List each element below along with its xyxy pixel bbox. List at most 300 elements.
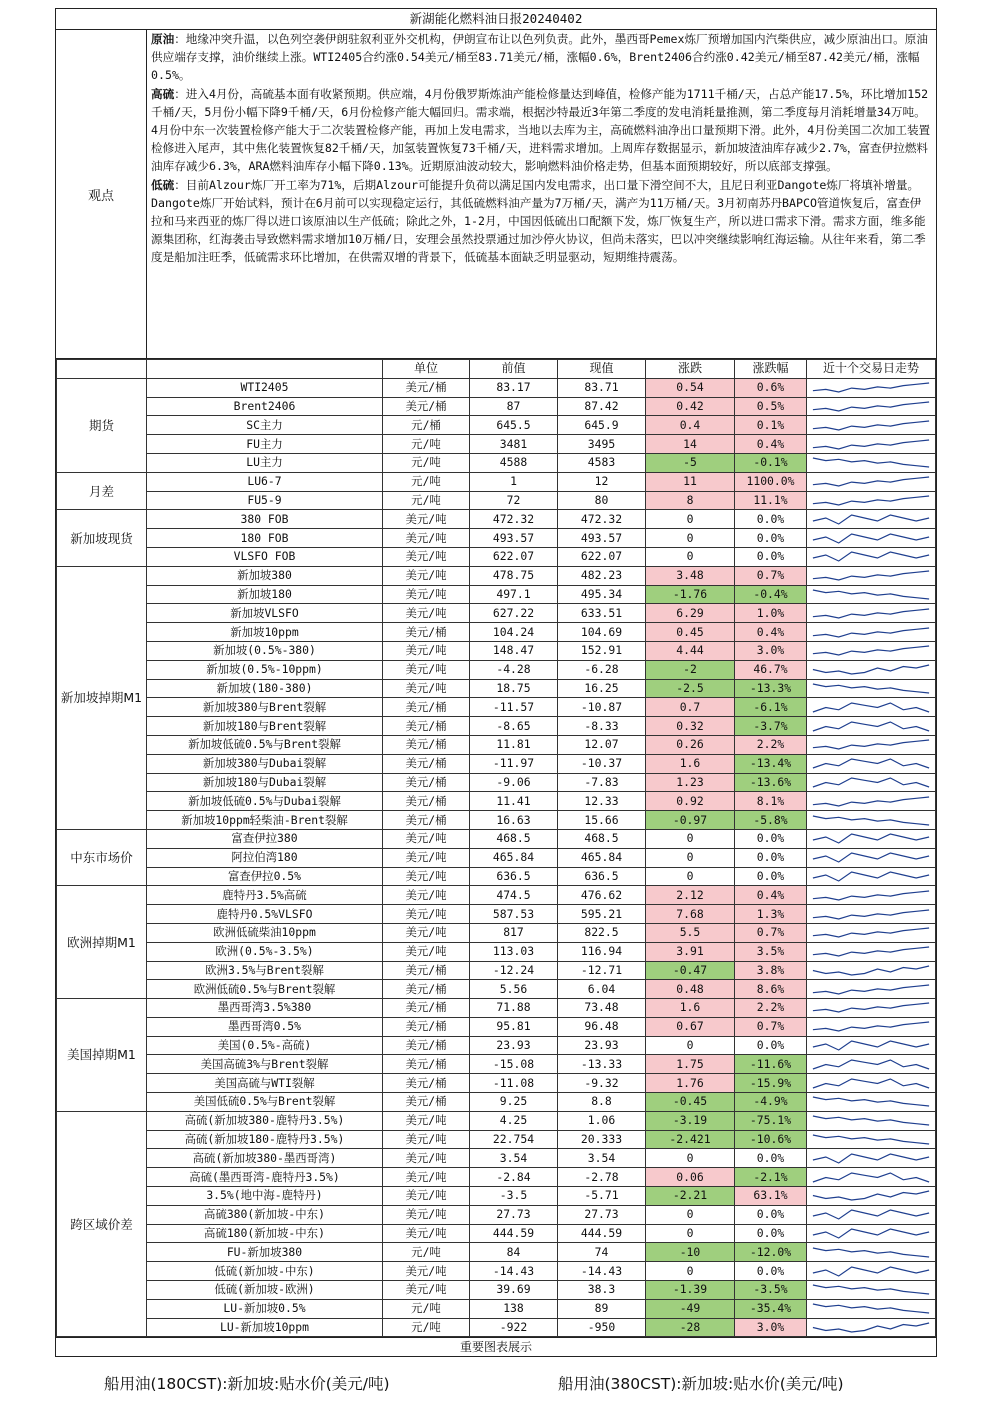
row-unit: 美元/吨	[383, 848, 470, 867]
row-name: 高硫(新加坡180-鹿特丹3.5%)	[147, 1130, 383, 1149]
row-prev: 11.41	[470, 792, 558, 811]
row-curr: 116.94	[558, 942, 646, 961]
row-pct: 8.6%	[735, 980, 807, 999]
row-name: 欧洲低硫柴油10ppm	[147, 923, 383, 942]
row-pct: -10.6%	[735, 1130, 807, 1149]
row-change: -2.5	[646, 679, 735, 698]
row-unit: 美元/吨	[383, 510, 470, 529]
row-name: 新加坡180与Dubai裂解	[147, 773, 383, 792]
row-curr: 27.73	[558, 1205, 646, 1224]
row-prev: -15.08	[470, 1055, 558, 1074]
row-unit: 美元/桶	[383, 999, 470, 1018]
trend-sparkline	[807, 1243, 936, 1262]
row-change: 0.42	[646, 397, 735, 416]
row-prev: 95.81	[470, 1017, 558, 1036]
row-pct: -12.0%	[735, 1243, 807, 1262]
row-name: 新加坡180与Brent裂解	[147, 717, 383, 736]
row-unit: 美元/桶	[383, 1017, 470, 1036]
row-change: 0	[646, 547, 735, 566]
row-curr: 472.32	[558, 510, 646, 529]
table-row	[57, 1205, 936, 1224]
table-header-row	[57, 360, 936, 379]
row-change: 0	[646, 867, 735, 886]
row-unit: 美元/桶	[383, 1055, 470, 1074]
row-pct: 63.1%	[735, 1187, 807, 1206]
row-prev: 478.75	[470, 566, 558, 585]
row-name: 新加坡VLSFO	[147, 604, 383, 623]
row-prev: 493.57	[470, 529, 558, 548]
price-table	[56, 359, 936, 1337]
row-unit: 美元/吨	[383, 566, 470, 585]
row-name: 欧洲(0.5%-3.5%)	[147, 942, 383, 961]
trend-sparkline	[807, 585, 936, 604]
row-change: -10	[646, 1243, 735, 1262]
row-pct: 0.4%	[735, 623, 807, 642]
row-curr: 80	[558, 491, 646, 510]
charts-section-title: 重要图表展示	[56, 1337, 936, 1356]
trend-sparkline	[807, 848, 936, 867]
trend-sparkline	[807, 773, 936, 792]
row-change: -2.21	[646, 1187, 735, 1206]
row-prev: 474.5	[470, 886, 558, 905]
header-category	[57, 360, 147, 379]
trend-sparkline	[807, 1093, 936, 1112]
row-pct: -6.1%	[735, 698, 807, 717]
row-change: -2	[646, 660, 735, 679]
trend-sparkline	[807, 1017, 936, 1036]
trend-sparkline	[807, 1318, 936, 1337]
trend-sparkline	[807, 829, 936, 848]
table-row	[57, 867, 936, 886]
row-pct: -0.4%	[735, 585, 807, 604]
row-name: FU5-9	[147, 491, 383, 510]
table-body	[57, 378, 936, 1337]
row-prev: 39.69	[470, 1281, 558, 1300]
header-change: 涨跌	[646, 360, 735, 379]
table-row	[57, 1262, 936, 1281]
row-name: SC主力	[147, 416, 383, 435]
row-name: 欧洲3.5%与Brent裂解	[147, 961, 383, 980]
row-pct: -3.5%	[735, 1281, 807, 1300]
row-prev: -12.24	[470, 961, 558, 980]
table-row	[57, 1187, 936, 1206]
row-name: 阿拉伯湾180	[147, 848, 383, 867]
row-curr: -5.71	[558, 1187, 646, 1206]
row-prev: -9.06	[470, 773, 558, 792]
row-prev: 27.73	[470, 1205, 558, 1224]
row-prev: 83.17	[470, 378, 558, 397]
row-prev: 5.56	[470, 980, 558, 999]
table-row	[57, 585, 936, 604]
row-pct: 0.0%	[735, 547, 807, 566]
row-change: -5	[646, 453, 735, 472]
row-name: 新加坡180	[147, 585, 383, 604]
high-sulfur-text: ：进入4月份，高硫基本面有收紧预期。供应端，4月份俄罗斯炼油产能检修量达到峰值，检修产能为1711千桶/天，占总产能17.5%，环比增加152千桶/天，5月份小幅下降9千桶/天，6月份检修产能大幅回归。需求端，根据沙特最近3年第二季度的发电消耗量推测，第二季度每月消耗增量34万吨。4月份中东一次装置检修产能大于二次装置检修产能，再加上发电需求，当地以去库为主，高硫燃料油净出口量预期下滑。此外，4月份美国二次加工装置检修进入尾声，其中焦化装置恢复82千桶/天，加氢装置恢复73千桶/天，进料需求增加。上周库存数据显示，新加坡渣油库存减少2.7%，富查伊拉燃料油库存减少6.3%，ARA燃料油库存小幅下降0.13%。近期原油波动较大，影响燃料油价格走势，但基本面预期较好，所以底部支撑强。	[151, 86, 931, 174]
table-row	[57, 529, 936, 548]
table-row	[57, 698, 936, 717]
report-title: 新湖能化燃料油日报20240402	[56, 9, 936, 30]
trend-sparkline	[807, 698, 936, 717]
view-label: 观点	[56, 30, 147, 358]
row-name: 新加坡380与Brent裂解	[147, 698, 383, 717]
trend-sparkline	[807, 811, 936, 830]
row-unit: 美元/吨	[383, 942, 470, 961]
row-name: 新加坡低硫0.5%与Dubai裂解	[147, 792, 383, 811]
row-curr: 636.5	[558, 867, 646, 886]
row-change: 0.54	[646, 378, 735, 397]
table-row	[57, 1318, 936, 1337]
row-prev: 23.93	[470, 1036, 558, 1055]
row-change: 0.06	[646, 1168, 735, 1187]
row-prev: 444.59	[470, 1224, 558, 1243]
view-section	[56, 30, 936, 359]
header-prev: 前值	[470, 360, 558, 379]
row-change: 0	[646, 510, 735, 529]
row-curr: 83.71	[558, 378, 646, 397]
row-curr: 493.57	[558, 529, 646, 548]
row-change: 0	[646, 1262, 735, 1281]
row-unit: 美元/桶	[383, 792, 470, 811]
row-pct: 0.0%	[735, 510, 807, 529]
table-row	[57, 472, 936, 491]
row-change: -0.47	[646, 961, 735, 980]
row-unit: 美元/吨	[383, 1262, 470, 1281]
table-row	[57, 566, 936, 585]
row-name: Brent2406	[147, 397, 383, 416]
category-cell: 新加坡现货	[57, 510, 147, 566]
row-change: 6.29	[646, 604, 735, 623]
row-unit: 美元/吨	[383, 1224, 470, 1243]
row-curr: -12.71	[558, 961, 646, 980]
header-name	[147, 360, 383, 379]
row-name: LU-新加坡0.5%	[147, 1299, 383, 1318]
row-unit: 美元/吨	[383, 1130, 470, 1149]
row-prev: -14.43	[470, 1262, 558, 1281]
row-unit: 美元/桶	[383, 961, 470, 980]
trend-sparkline	[807, 980, 936, 999]
row-pct: 2.2%	[735, 735, 807, 754]
row-curr: 152.91	[558, 641, 646, 660]
row-curr: 23.93	[558, 1036, 646, 1055]
trend-sparkline	[807, 547, 936, 566]
row-pct: 0.5%	[735, 397, 807, 416]
row-change: 0.92	[646, 792, 735, 811]
row-curr: 12.07	[558, 735, 646, 754]
row-change: 0.32	[646, 717, 735, 736]
table-row	[57, 1055, 936, 1074]
row-name: 新加坡(0.5%-380)	[147, 641, 383, 660]
row-prev: 1	[470, 472, 558, 491]
trend-sparkline	[807, 378, 936, 397]
row-prev: 587.53	[470, 905, 558, 924]
row-change: 1.6	[646, 999, 735, 1018]
row-prev: 71.88	[470, 999, 558, 1018]
table-row	[57, 792, 936, 811]
high-sulfur-heading: 高硫	[151, 86, 175, 101]
trend-sparkline	[807, 679, 936, 698]
trend-sparkline	[807, 660, 936, 679]
row-unit: 美元/吨	[383, 1205, 470, 1224]
row-change: 0	[646, 1205, 735, 1224]
row-unit: 美元/吨	[383, 1149, 470, 1168]
row-curr: 476.62	[558, 886, 646, 905]
report-sheet	[55, 8, 937, 1357]
row-name: VLSFO FOB	[147, 547, 383, 566]
row-curr: 8.8	[558, 1093, 646, 1112]
row-curr: -8.33	[558, 717, 646, 736]
table-row	[57, 1243, 936, 1262]
row-pct: 3.8%	[735, 961, 807, 980]
row-change: 0	[646, 1149, 735, 1168]
table-row	[57, 641, 936, 660]
crude-text: ：地缘冲突升温，以色列空袭伊朗驻叙利亚外交机构，伊朗宣布让以色列负责。此外，墨西哥Pemex炼厂预增加国内汽柴供应，减少原油出口。原油供应端存支撑，油价继续上涨。WTI2405合约涨0.54美元/桶至83.71美元/桶，涨幅0.6%，Brent2406合约涨0.42美元/桶至87.42美元/桶，涨幅0.5%。	[151, 32, 928, 83]
table-row	[57, 1130, 936, 1149]
category-cell: 欧洲掉期M1	[57, 886, 147, 999]
row-prev: 645.5	[470, 416, 558, 435]
row-curr: 468.5	[558, 829, 646, 848]
row-curr: -13.33	[558, 1055, 646, 1074]
row-unit: 美元/桶	[383, 773, 470, 792]
row-curr: -10.87	[558, 698, 646, 717]
row-unit: 美元/桶	[383, 811, 470, 830]
row-pct: 0.0%	[735, 1205, 807, 1224]
trend-sparkline	[807, 1168, 936, 1187]
row-prev: -2.84	[470, 1168, 558, 1187]
trend-sparkline	[807, 1074, 936, 1093]
row-prev: 3.54	[470, 1149, 558, 1168]
trend-sparkline	[807, 1149, 936, 1168]
row-curr: 622.07	[558, 547, 646, 566]
row-prev: 817	[470, 923, 558, 942]
table-row	[57, 829, 936, 848]
row-pct: 0.0%	[735, 1149, 807, 1168]
row-unit: 元/吨	[383, 472, 470, 491]
row-prev: 468.5	[470, 829, 558, 848]
row-name: LU6-7	[147, 472, 383, 491]
row-change: 1.76	[646, 1074, 735, 1093]
trend-sparkline	[807, 529, 936, 548]
row-curr: -14.43	[558, 1262, 646, 1281]
row-pct: 0.0%	[735, 867, 807, 886]
row-curr: -2.78	[558, 1168, 646, 1187]
row-curr: 20.333	[558, 1130, 646, 1149]
row-name: 高硫(新加坡380-鹿特丹3.5%)	[147, 1111, 383, 1130]
chart-title-180cst: 船用油(180CST):新加坡:贴水价(美元/吨)	[104, 1375, 390, 1393]
row-pct: 11.1%	[735, 491, 807, 510]
row-change: 5.5	[646, 923, 735, 942]
row-curr: 1.06	[558, 1111, 646, 1130]
category-cell: 期货	[57, 378, 147, 472]
row-name: 高硫180(新加坡-中东)	[147, 1224, 383, 1243]
table-row	[57, 1168, 936, 1187]
row-curr: 16.25	[558, 679, 646, 698]
row-pct: 8.1%	[735, 792, 807, 811]
row-name: 180 FOB	[147, 529, 383, 548]
row-name: 美国高硫与WTI裂解	[147, 1074, 383, 1093]
row-prev: 627.22	[470, 604, 558, 623]
table-row	[57, 942, 936, 961]
row-name: LU-新加坡10ppm	[147, 1318, 383, 1337]
table-row	[57, 679, 936, 698]
row-unit: 美元/吨	[383, 641, 470, 660]
trend-sparkline	[807, 566, 936, 585]
row-unit: 元/吨	[383, 453, 470, 472]
category-cell: 中东市场价	[57, 829, 147, 885]
row-name: 欧洲低硫0.5%与Brent裂解	[147, 980, 383, 999]
row-change: -3.19	[646, 1111, 735, 1130]
row-pct: 3.5%	[735, 942, 807, 961]
row-curr: 822.5	[558, 923, 646, 942]
trend-sparkline	[807, 1036, 936, 1055]
table-row	[57, 1036, 936, 1055]
row-pct: 1.3%	[735, 905, 807, 924]
table-row	[57, 1149, 936, 1168]
low-sulfur-heading: 低硫	[151, 177, 175, 192]
row-pct: -13.3%	[735, 679, 807, 698]
row-prev: 87	[470, 397, 558, 416]
row-name: 鹿特丹3.5%高硫	[147, 886, 383, 905]
row-name: 富查伊拉380	[147, 829, 383, 848]
row-pct: -0.1%	[735, 453, 807, 472]
row-unit: 美元/吨	[383, 905, 470, 924]
trend-sparkline	[807, 1262, 936, 1281]
row-pct: 0.0%	[735, 1036, 807, 1055]
row-change: 0	[646, 1036, 735, 1055]
row-change: 0.4	[646, 416, 735, 435]
trend-sparkline	[807, 435, 936, 454]
row-name: 低硫(新加坡-中东)	[147, 1262, 383, 1281]
row-pct: 1100.0%	[735, 472, 807, 491]
row-change: -2.421	[646, 1130, 735, 1149]
trend-sparkline	[807, 942, 936, 961]
row-name: 高硫(新加坡380-墨西哥湾)	[147, 1149, 383, 1168]
table-row	[57, 1093, 936, 1112]
row-unit: 美元/桶	[383, 623, 470, 642]
row-name: 富查伊拉0.5%	[147, 867, 383, 886]
row-name: FU主力	[147, 435, 383, 454]
row-prev: -3.5	[470, 1187, 558, 1206]
row-prev: 18.75	[470, 679, 558, 698]
row-prev: -11.57	[470, 698, 558, 717]
row-name: 380 FOB	[147, 510, 383, 529]
row-name: 新加坡380	[147, 566, 383, 585]
trend-sparkline	[807, 717, 936, 736]
row-curr: 38.3	[558, 1281, 646, 1300]
row-name: 新加坡(0.5%-10ppm)	[147, 660, 383, 679]
row-change: 0	[646, 848, 735, 867]
table-row	[57, 604, 936, 623]
trend-sparkline	[807, 510, 936, 529]
row-pct: 0.7%	[735, 566, 807, 585]
table-row	[57, 773, 936, 792]
row-curr: 74	[558, 1243, 646, 1262]
table-row	[57, 999, 936, 1018]
row-unit: 美元/吨	[383, 867, 470, 886]
trend-sparkline	[807, 905, 936, 924]
row-curr: 645.9	[558, 416, 646, 435]
table-row	[57, 416, 936, 435]
row-change: 0.26	[646, 735, 735, 754]
row-curr: 73.48	[558, 999, 646, 1018]
row-prev: 636.5	[470, 867, 558, 886]
row-name: 高硫380(新加坡-中东)	[147, 1205, 383, 1224]
row-change: -1.39	[646, 1281, 735, 1300]
trend-sparkline	[807, 453, 936, 472]
table-row	[57, 1299, 936, 1318]
row-curr: 482.23	[558, 566, 646, 585]
row-change: -28	[646, 1318, 735, 1337]
row-pct: 0.7%	[735, 1017, 807, 1036]
row-unit: 美元/吨	[383, 529, 470, 548]
row-prev: 497.1	[470, 585, 558, 604]
trend-sparkline	[807, 1130, 936, 1149]
row-change: 0	[646, 1224, 735, 1243]
row-prev: 113.03	[470, 942, 558, 961]
low-sulfur-text: ：目前Alzour炼厂开工率为71%，后期Alzour可能提升负荷以满足国内发电需求，出口量下滑空间不大，且尼日利亚Dangote炼厂将填补增量。Dangote炼厂开始试料，预计在6月前可以实现稳定运行，其低硫燃料油产量为7万桶/天，满产为11万桶/天。3月初南苏丹BAPCO管道恢复后，富查伊拉和马来西亚的炼厂得以进口该原油以生产低硫；除此之外，1-2月，中国因低硫出口配额下发，炼厂恢复生产，所以进口需求下滑。需求方面，维多能源集团称，红海袭击导致燃料需求增加10万桶/日，安理会虽然投票通过加沙停火协议，但尚未落实，巴以冲突继续影响红海运输。从往年来看，第二季度是船加注旺季，低硫需求环比增加，在供需双增的背景下，低硫基本面缺乏明显驱动，短期维持震荡。	[151, 177, 926, 265]
row-unit: 美元/吨	[383, 1187, 470, 1206]
row-change: -1.76	[646, 585, 735, 604]
row-prev: -922	[470, 1318, 558, 1337]
table-row	[57, 660, 936, 679]
category-cell: 新加坡掉期M1	[57, 566, 147, 829]
row-pct: -2.1%	[735, 1168, 807, 1187]
high-sulfur-paragraph	[151, 85, 932, 176]
trend-sparkline	[807, 416, 936, 435]
row-curr: -6.28	[558, 660, 646, 679]
row-name: 美国低硫0.5%与Brent裂解	[147, 1093, 383, 1112]
row-change: 0.45	[646, 623, 735, 642]
row-unit: 美元/吨	[383, 1168, 470, 1187]
row-unit: 美元/桶	[383, 378, 470, 397]
row-name: 新加坡(180-380)	[147, 679, 383, 698]
row-prev: -11.97	[470, 754, 558, 773]
table-row	[57, 961, 936, 980]
row-change: 0	[646, 829, 735, 848]
row-name: 新加坡低硫0.5%与Brent裂解	[147, 735, 383, 754]
row-curr: -950	[558, 1318, 646, 1337]
row-change: -0.97	[646, 811, 735, 830]
row-name: 3.5%(地中海-鹿特丹)	[147, 1187, 383, 1206]
trend-sparkline	[807, 923, 936, 942]
row-name: 墨西哥湾0.5%	[147, 1017, 383, 1036]
row-unit: 元/吨	[383, 1243, 470, 1262]
row-change: 0.48	[646, 980, 735, 999]
row-unit: 美元/吨	[383, 547, 470, 566]
row-pct: -15.9%	[735, 1074, 807, 1093]
table-row	[57, 1017, 936, 1036]
row-prev: 3481	[470, 435, 558, 454]
table-row	[57, 1074, 936, 1093]
table-row	[57, 848, 936, 867]
row-prev: 9.25	[470, 1093, 558, 1112]
row-unit: 美元/吨	[383, 604, 470, 623]
row-curr: 96.48	[558, 1017, 646, 1036]
row-pct: 0.0%	[735, 1224, 807, 1243]
row-pct: 3.0%	[735, 641, 807, 660]
trend-sparkline	[807, 1224, 936, 1243]
row-pct: 1.0%	[735, 604, 807, 623]
trend-sparkline	[807, 1055, 936, 1074]
row-pct: 0.4%	[735, 435, 807, 454]
row-change: 0.67	[646, 1017, 735, 1036]
header-curr: 现值	[558, 360, 646, 379]
table-row	[57, 754, 936, 773]
row-name: 新加坡380与Dubai裂解	[147, 754, 383, 773]
category-cell: 美国掉期M1	[57, 999, 147, 1112]
row-prev: -11.08	[470, 1074, 558, 1093]
row-prev: 4.25	[470, 1111, 558, 1130]
row-name: 低硫(新加坡-欧洲)	[147, 1281, 383, 1300]
